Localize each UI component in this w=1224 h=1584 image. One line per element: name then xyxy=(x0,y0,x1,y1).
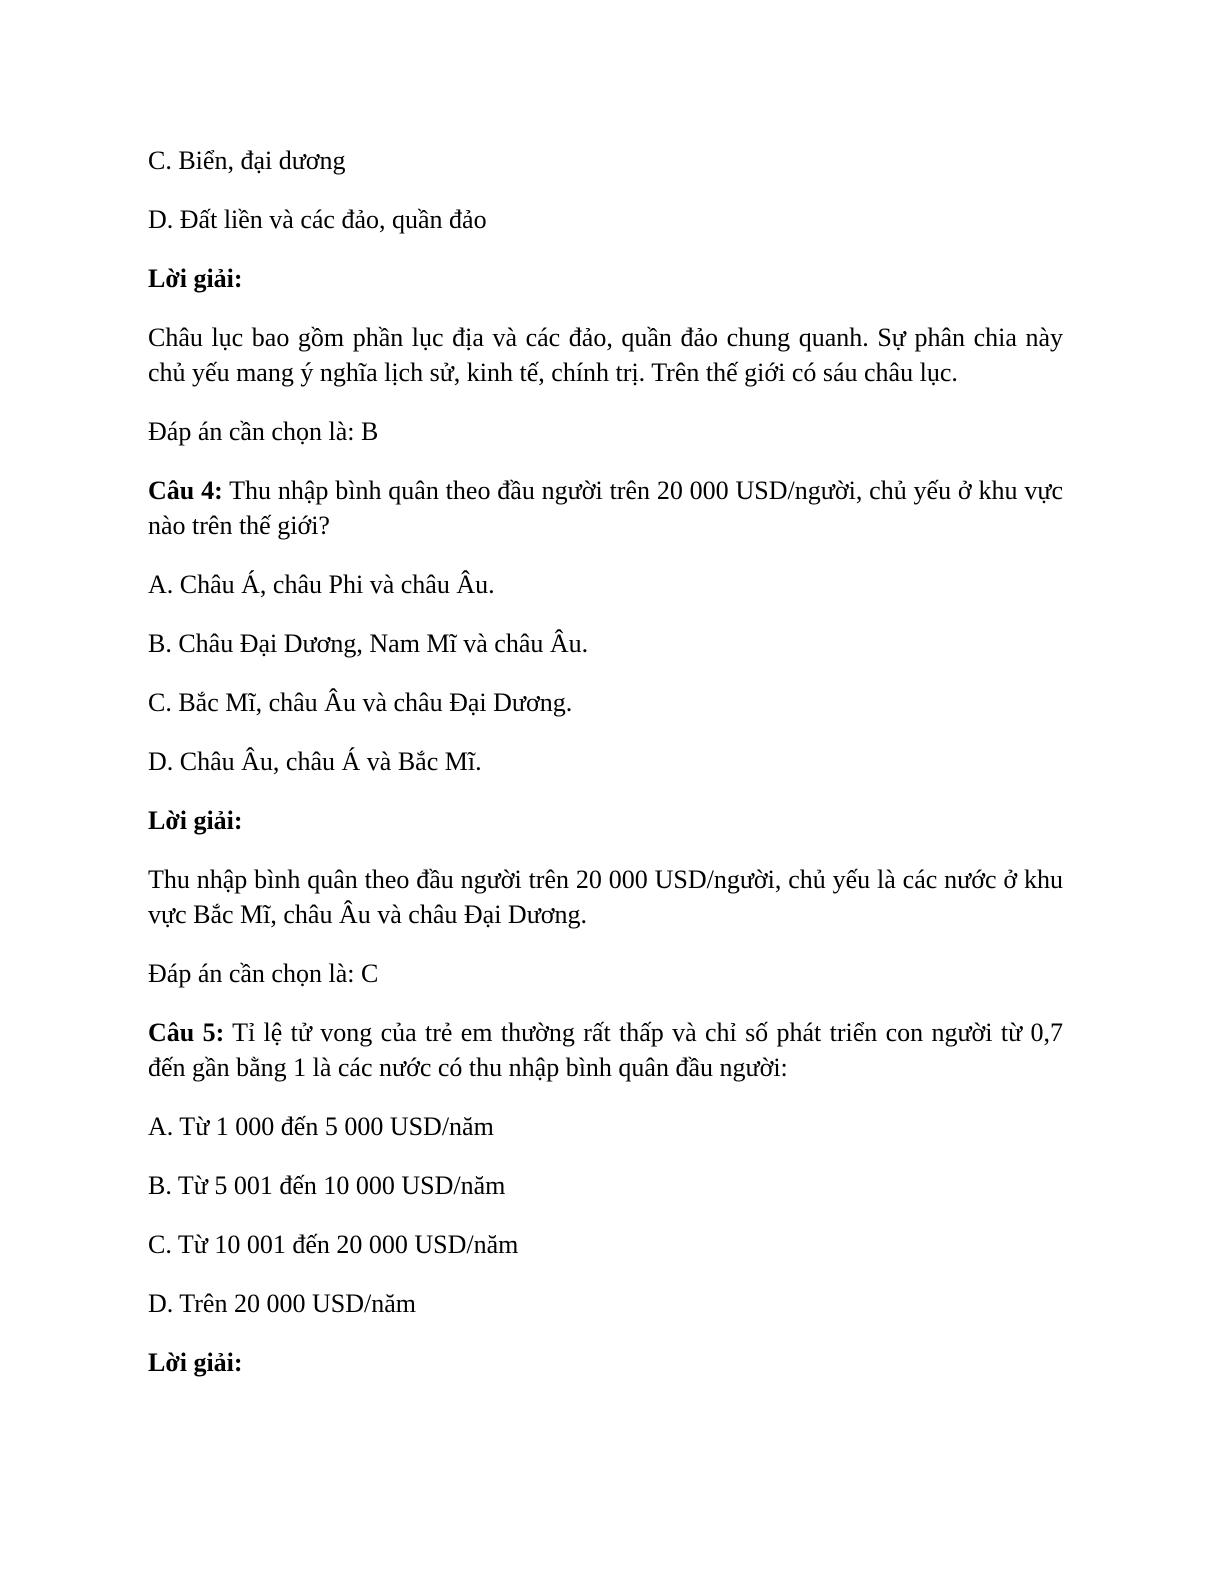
solution-heading-q3: Lời giải: xyxy=(148,264,243,293)
solution-text-q3: Châu lục bao gồm phần lục địa và các đảo, quần đảo chung quanh. Sự phân chia này chủ yếu mang ý nghĩa lịch sử, kinh tế, chính trị. Trên thế giới có sáu châu lục. xyxy=(148,323,1063,387)
option-d-q4: D. Châu Âu, châu Á và Bắc Mĩ. xyxy=(148,747,482,776)
answer-q3: Đáp án cần chọn là: B xyxy=(148,417,379,446)
option-a-q4: A. Châu Á, châu Phi và châu Âu. xyxy=(148,570,495,599)
question-label: Câu 4: xyxy=(148,476,223,505)
option-d-q3: D. Đất liền và các đảo, quần đảo xyxy=(148,205,487,234)
question-5 xyxy=(148,1015,1063,1085)
question-text: Thu nhập bình quân theo đầu người trên 20 000 USD/người, chủ yếu ở khu vực nào trên thế giới? xyxy=(148,476,1063,540)
option-a-q5: A. Từ 1 000 đến 5 000 USD/năm xyxy=(148,1112,494,1141)
option-d-q5: D. Trên 20 000 USD/năm xyxy=(148,1289,416,1318)
question-text: Tỉ lệ tử vong của trẻ em thường rất thấp và chỉ số phát triển con người từ 0,7 đến gần bằng 1 là các nước có thu nhập bình quân đầu người: xyxy=(148,1018,1063,1082)
solution-heading-q5: Lời giải: xyxy=(148,1348,243,1377)
option-c-q3: C. Biển, đại dương xyxy=(148,146,346,175)
option-c-q5: C. Từ 10 001 đến 20 000 USD/năm xyxy=(148,1230,519,1259)
question-label: Câu 5: xyxy=(148,1018,225,1047)
answer-q4: Đáp án cần chọn là: C xyxy=(148,959,379,988)
option-b-q4: B. Châu Đại Dương, Nam Mĩ và châu Âu. xyxy=(148,629,589,658)
option-c-q4: C. Bắc Mĩ, châu Âu và châu Đại Dương. xyxy=(148,688,573,717)
document-page xyxy=(148,143,1063,1404)
solution-heading-q4: Lời giải: xyxy=(148,806,243,835)
question-4 xyxy=(148,473,1063,543)
option-b-q5: B. Từ 5 001 đến 10 000 USD/năm xyxy=(148,1171,506,1200)
solution-text-q4: Thu nhập bình quân theo đầu người trên 20 000 USD/người, chủ yếu là các nước ở khu vực Bắc Mĩ, châu Âu và châu Đại Dương. xyxy=(148,865,1063,929)
